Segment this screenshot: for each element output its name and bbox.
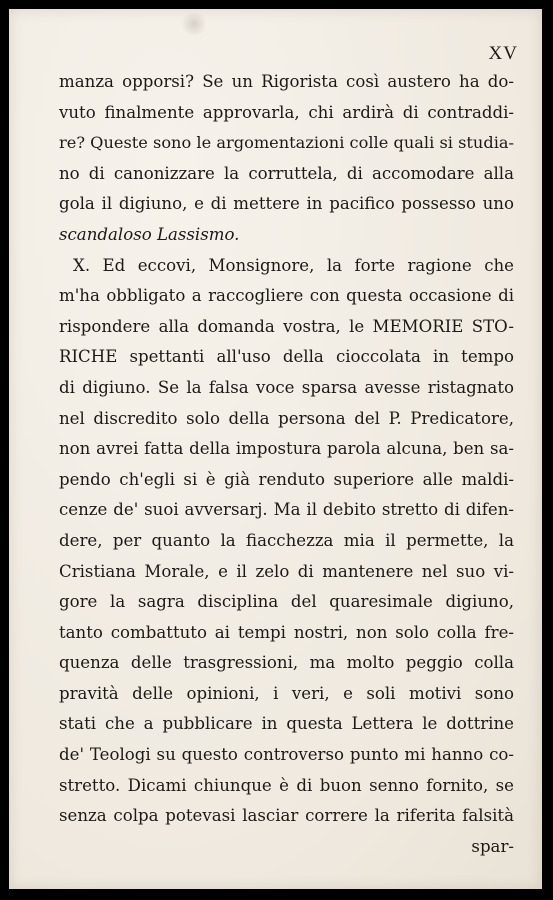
text-line: pendo ch'egli si è già renduto superiore alle maldi- [59,469,514,489]
text-line: Cristiana Morale, e il zelo di mantenere nel suo vi- [59,561,514,581]
text-line: re? Queste sono le argomentazioni colle quali si studia- [59,133,514,153]
text-line: di digiuno. Se la falsa voce sparsa avesse ristagnato [59,377,514,397]
text-line: senza colpa potevasi lasciar correre la riferita falsità [59,806,514,826]
body-text [59,67,514,862]
text-line: dere, per quanto la fiacchezza mia il permette, la [59,530,514,550]
text-line: stretto. Dicami chiunque è di buon senno fornito, se [59,775,514,795]
text-line: pravità delle opinioni, i veri, e soli motivi sono [59,683,514,703]
text-line: de' Teologi su questo controverso punto mi hanno co- [59,745,514,765]
text-line: scandaloso Lassismo. [59,224,240,244]
text-line: cenze de' suoi avversarj. Ma il debito stretto di difen- [59,500,514,520]
text-line: manza opporsi? Se un Rigorista così austero ha do- [59,72,514,91]
text-line: quenza delle trasgressioni, ma molto peggio colla [59,653,514,673]
text-line: gola il digiuno, e di mettere in pacifico possesso uno [59,194,514,214]
text-line: vuto finalmente approvarla, chi ardirà di contraddi- [59,102,514,122]
catchword: spar- [471,836,514,856]
text-line: nel discredito solo della persona del P. Predicatore, [59,408,514,428]
text-line: gore la sagra disciplina del quaresimale digiuno, [59,592,514,612]
book-page [9,9,542,889]
text-line: RICHE spettanti all'uso della cioccolata in tempo [59,347,514,367]
text-line: rispondere alla domanda vostra, le MEMORIE STO- [59,316,514,336]
paragraph-start-line: X. Ed eccovi, Monsignore, la forte ragione che [73,255,514,275]
text-line: m'ha obbligato a raccogliere con questa occasione di [59,286,514,306]
text-line: tanto combattuto ai tempi nostri, non solo colla fre- [59,622,514,642]
text-line: stati che a pubblicare in questa Lettera le dottrine [59,714,514,734]
page-number: XV [488,43,518,64]
text-line: non avrei fatta della impostura parola alcuna, ben sa- [59,439,514,459]
text-line: no di canonizzare la corruttela, di accomodare alla [59,163,514,183]
paper-stain [179,13,209,35]
